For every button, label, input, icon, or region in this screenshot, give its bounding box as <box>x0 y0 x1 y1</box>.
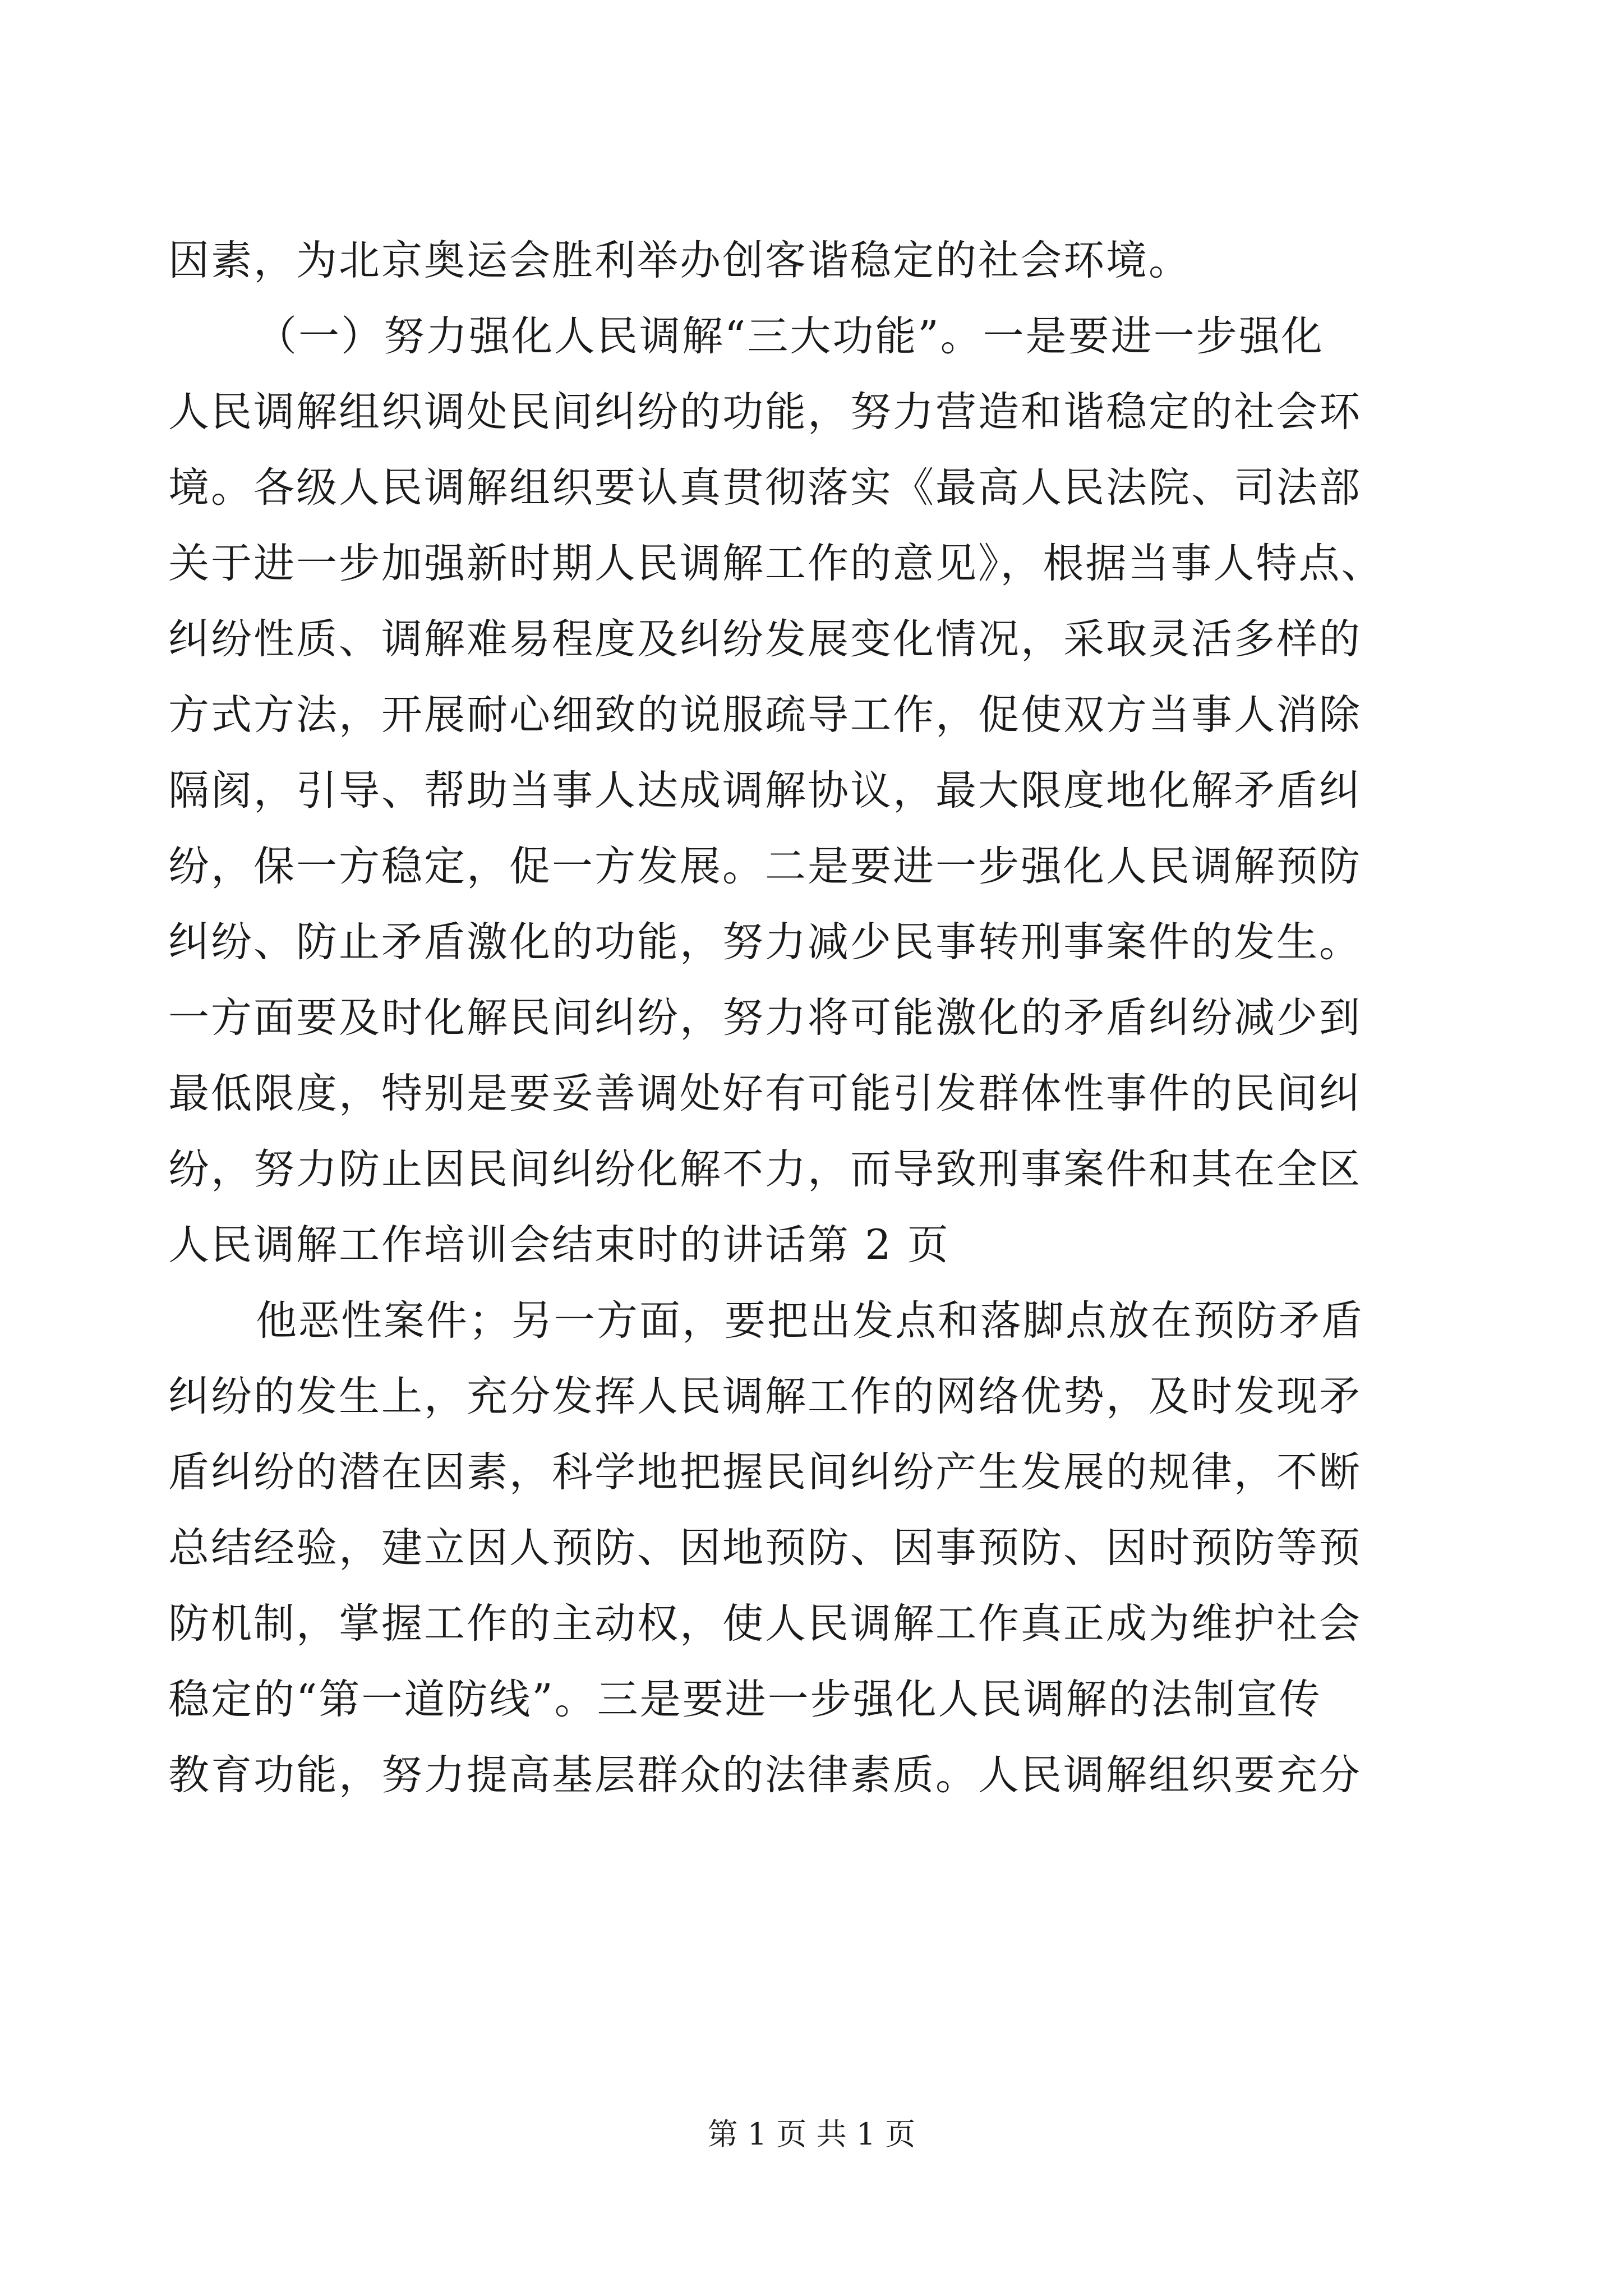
body-line: 教育功能，努力提高基层群众的法律素质。人民调解组织要充分 <box>168 1751 1362 1799</box>
body-line: 防机制，掌握工作的主动权，使人民调解工作真正成为维护社会 <box>168 1600 1362 1648</box>
body-line: 因素，为北京奥运会胜利举办创客谐稳定的社会环境。 <box>168 237 1191 284</box>
body-line: 纠纷、防止矛盾激化的功能，努力减少民事转刑事案件的发生。 <box>168 918 1362 966</box>
body-line: 纷，努力防止因民间纠纷化解不力，而导致刑事案件和其在全区 <box>168 1145 1362 1193</box>
body-line: 稳定的“第一道防线”。三是要进一步强化人民调解的法制宣传 <box>168 1676 1322 1723</box>
body-line: 总结经验，建立因人预防、因地预防、因事预防、因时预防等预 <box>168 1524 1362 1572</box>
body-line: 人民调解组织调处民间纠纷的功能，努力营造和谐稳定的社会环 <box>168 388 1362 436</box>
body-line: 人民调解工作培训会结束时的讲话第 2 页 <box>168 1221 950 1269</box>
body-line: 最低限度，特别是要妥善调处好有可能引发群体性事件的民间纠 <box>168 1070 1362 1117</box>
section-heading-line: （一）努力强化人民调解“三大功能”。一是要进一步强化 <box>256 312 1324 360</box>
body-line: 盾纠纷的潜在因素，科学地把握民间纠纷产生发展的规律，不断 <box>168 1448 1362 1496</box>
body-line: 纷，保一方稳定，促一方发展。二是要进一步强化人民调解预防 <box>168 843 1362 890</box>
page-footer: 第 1 页 共 1 页 <box>707 2116 916 2152</box>
body-line: 纠纷的发生上，充分发挥人民调解工作的网络优势，及时发现矛 <box>168 1373 1362 1420</box>
body-line: 方式方法，开展耐心细致的说服疏导工作，促使双方当事人消除 <box>168 691 1362 739</box>
body-line: 境。各级人民调解组织要认真贯彻落实《最高人民法院、司法部 <box>168 464 1362 512</box>
body-line: 关于进一步加强新时期人民调解工作的意见》，根据当事人特点、 <box>168 540 1384 587</box>
paragraph-start-line: 他恶性案件；另一方面，要把出发点和落脚点放在预防矛盾 <box>256 1297 1364 1345</box>
body-line: 隔阂，引导、帮助当事人达成调解协议，最大限度地化解矛盾纠 <box>168 767 1362 815</box>
body-line: 纠纷性质、调解难易程度及纠纷发展变化情况，采取灵活多样的 <box>168 615 1362 663</box>
body-line: 一方面要及时化解民间纠纷，努力将可能激化的矛盾纠纷减少到 <box>168 994 1362 1042</box>
